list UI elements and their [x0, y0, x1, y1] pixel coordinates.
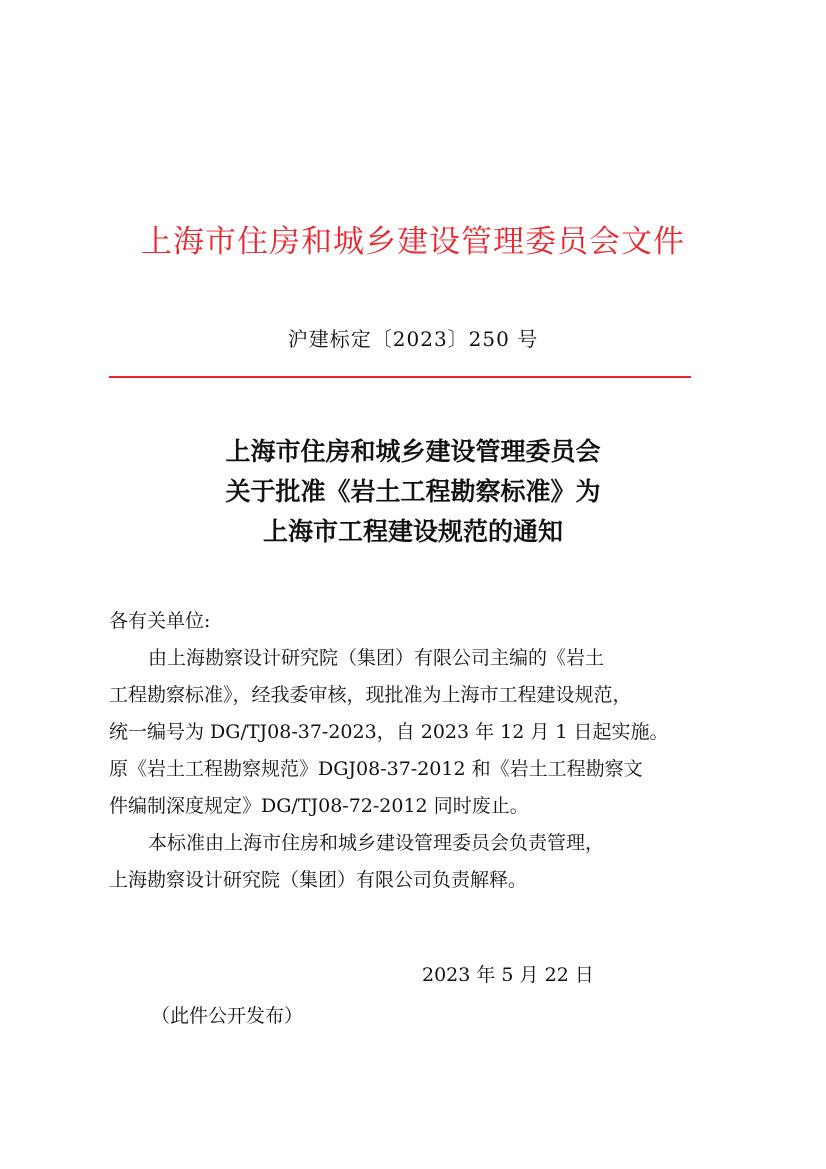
- notice-title: [0, 432, 826, 552]
- paragraph-1-line-3: 统一编号为 DG/TJ08-37-2023，自 2023 年 12 月 1 日起实施。: [109, 721, 669, 743]
- issuing-authority-header: 上海市住房和城乡建设管理委员会文件: [141, 224, 685, 260]
- paragraph-2-line-1: 本标准由上海市住房和城乡建设管理委员会负责管理，: [148, 832, 605, 854]
- salutation: 各有关单位:: [109, 610, 211, 632]
- issue-date: 2023 年 5 月 22 日: [422, 964, 594, 986]
- document-number: 沪建标定〔2023〕250 号: [287, 327, 539, 351]
- notice-title-line-3: 上海市工程建设规范的通知: [262, 517, 563, 546]
- paragraph-1-line-5: 件编制深度规定》DG/TJ08-72-2012 同时废止。: [109, 795, 529, 817]
- paragraph-2-line-2: 上海勘察设计研究院（集团）有限公司负责解释。: [109, 869, 528, 891]
- paragraph-1-line-4: 原《岩土工程勘察规范》DGJ08-37-2012 和《岩土工程勘察文: [109, 758, 643, 780]
- red-divider-line: [109, 376, 691, 378]
- paragraph-1-line-1: 由上海勘察设计研究院（集团）有限公司主编的《岩土: [148, 647, 605, 669]
- paragraph-1-line-2: 工程勘察标准》，经我委审核，现批准为上海市工程建设规范，: [109, 684, 632, 706]
- publication-note: （此件公开发布）: [151, 1005, 304, 1027]
- notice-title-line-2: 关于批准《岩土工程勘察标准》为: [225, 477, 601, 506]
- notice-title-line-1: 上海市住房和城乡建设管理委员会: [225, 437, 601, 466]
- notice-body: [109, 603, 713, 899]
